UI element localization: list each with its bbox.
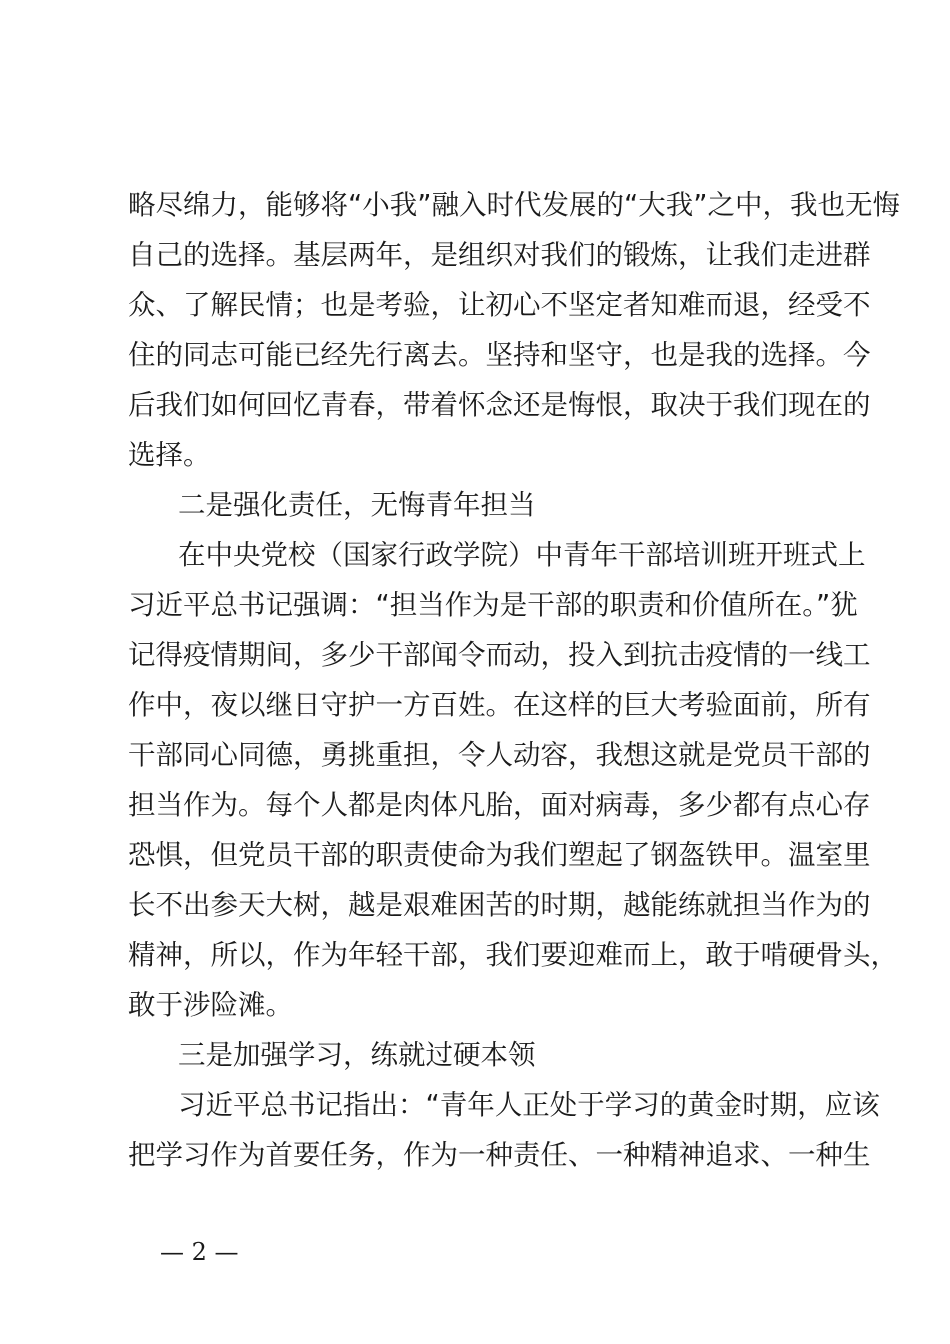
body-text-line: 精神，所以，作为年轻干部，我们要迎难而上，敢于啃硬骨头， [128, 939, 898, 971]
body-text-line: 习近平总书记强调：“担当作为是干部的职责和价值所在。”犹 [128, 589, 858, 621]
section-heading: 三是加强学习，练就过硬本领 [178, 1039, 536, 1071]
body-text-line: 在中央党校（国家行政学院）中青年干部培训班开班式上 [178, 539, 866, 571]
body-text-line: 后我们如何回忆青春，带着怀念还是悔恨，取决于我们现在的 [128, 389, 871, 421]
body-text-line: 敢于涉险滩。 [128, 989, 293, 1021]
body-text-line: 住的同志可能已经先行离去。坚持和坚守，也是我的选择。今 [128, 339, 871, 371]
body-text-line: 干部同心同德，勇挑重担，令人动容，我想这就是党员干部的 [128, 739, 871, 771]
body-text-line: 把学习作为首要任务，作为一种责任、一种精神追求、一种生 [128, 1139, 871, 1171]
body-text-line: 略尽绵力，能够将“小我”融入时代发展的“大我”之中，我也无悔 [128, 189, 900, 221]
body-text-line: 众、了解民情；也是考验，让初心不坚定者知难而退，经受不 [128, 289, 871, 321]
section-heading: 二是强化责任，无悔青年担当 [178, 489, 536, 521]
body-text-line: 自己的选择。基层两年，是组织对我们的锻炼，让我们走进群 [128, 239, 871, 271]
page-number: — 2 — [160, 1238, 239, 1266]
body-text-line: 恐惧，但党员干部的职责使命为我们塑起了钢盔铁甲。温室里 [128, 839, 871, 871]
body-text-line: 习近平总书记指出：“青年人正处于学习的黄金时期，应该 [178, 1089, 880, 1121]
body-text-line: 选择。 [128, 439, 211, 471]
body-text-line: 担当作为。每个人都是肉体凡胎，面对病毒，多少都有点心存 [128, 789, 871, 821]
body-text-line: 记得疫情期间，多少干部闻令而动，投入到抗击疫情的一线工 [128, 639, 871, 671]
body-text-line: 长不出参天大树，越是艰难困苦的时期，越能练就担当作为的 [128, 889, 871, 921]
body-text-line: 作中，夜以继日守护一方百姓。在这样的巨大考验面前，所有 [128, 689, 871, 721]
